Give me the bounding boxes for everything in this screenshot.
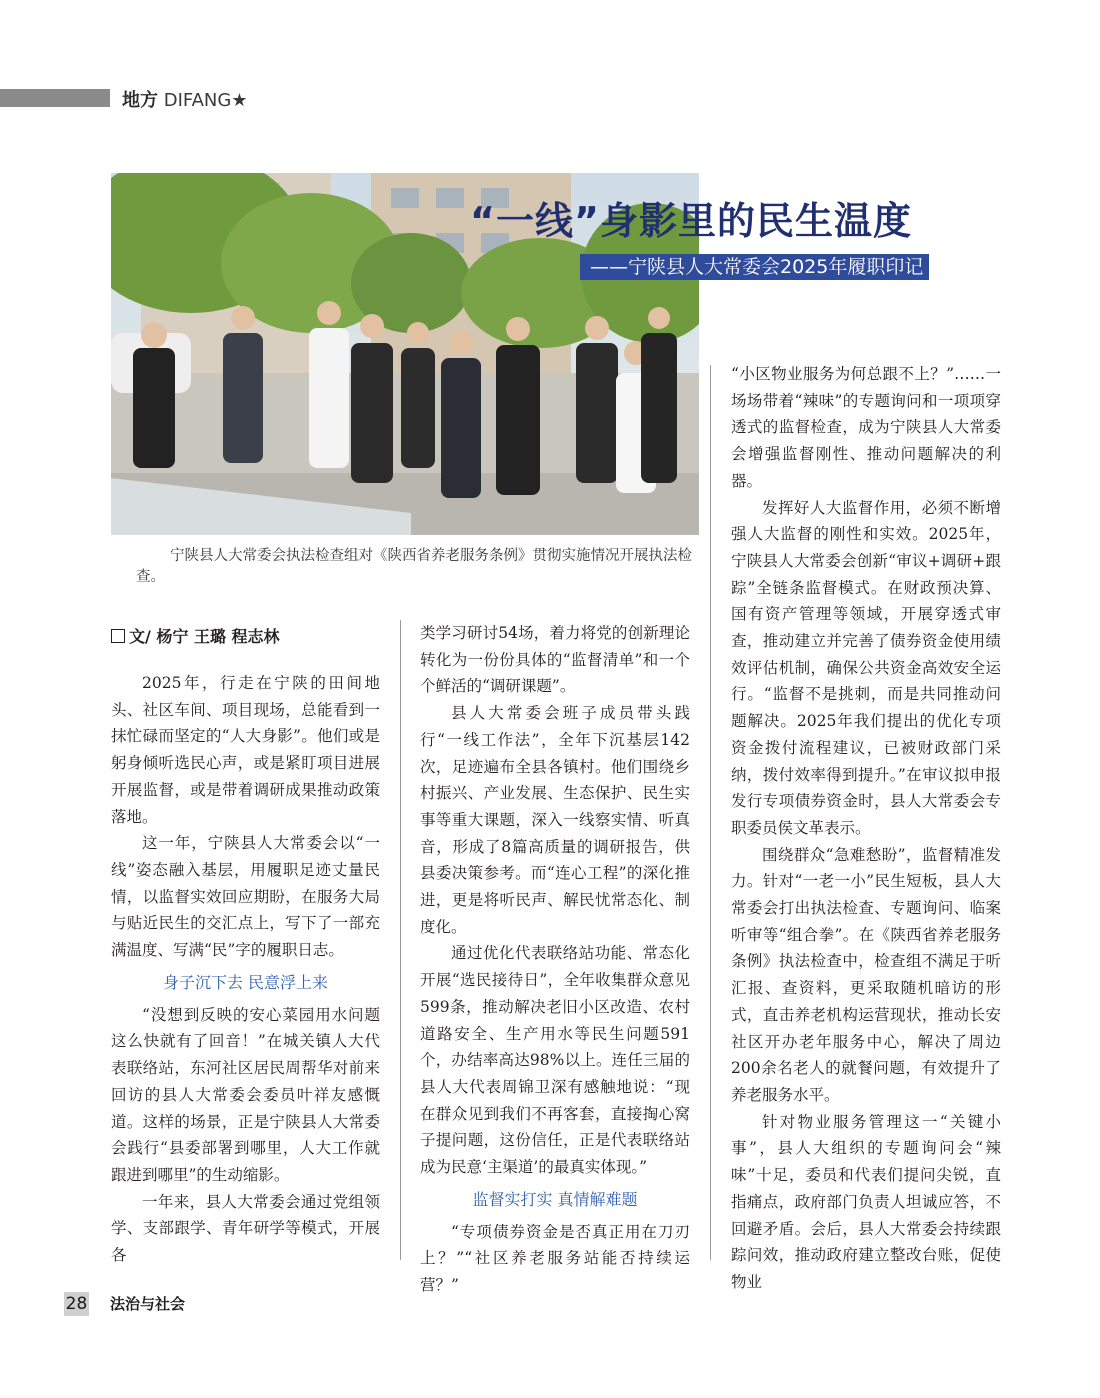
paragraph: 一年来，县人大常委会通过党组领学、支部跟学、青年研学等模式，开展各 (111, 1192, 380, 1265)
paragraph: 针对物业服务管理这一“关键小事”，县人大组织的专题询问会“辣味”十足，委员和代表们提问尖锐，直指痛点，政府部门负责人坦诚应答，不回避矛盾。会后，县人大常委会持续跟踪问效，推动政府建立整改台账，促使物业 (731, 1112, 1001, 1291)
section-subheading: 监督实打实 真情解难题 (472, 1189, 638, 1209)
photo-caption: 宁陕县人大常委会执法检查组对《陕西省养老服务条例》贯彻实施情况开展执法检查。 (136, 548, 692, 585)
paragraph: “小区物业服务为何总跟不上？”……一场场带着“辣味”的专题询问和一项项穿透式的监督检查，成为宁陕县人大常委会增强监督刚性、推动问题解决的利器。 (731, 365, 1001, 490)
article-subtitle: ——宁陕县人大常委会2025年履职印记 (580, 254, 929, 280)
paragraph: “没想到反映的安心菜园用水问题这么快就有了回音！”在城关镇人大代表联络站，东河社区居民周帮华对前来回访的县人大常委会委员叶祥友感慨道。这样的场景，正是宁陕县人大常委会践行“县委部署到哪里，人大工作就跟进到哪里”的生动缩影。 (111, 1005, 380, 1184)
section-subheading: 身子沉下去 民意浮上来 (162, 972, 329, 992)
byline-box-icon (111, 629, 125, 643)
paragraph: 这一年，宁陕县人大常委会以“一线”姿态融入基层，用履职足迹丈量民情，以监督实效回应期盼，在服务大局与贴近民生的交汇点上，写下了一部充满温度、写满“民”字的履职日志。 (111, 834, 380, 960)
paragraph: 通过优化代表联络站功能、常态化开展“选民接待日”，全年收集群众意见599条，推动解决老旧小区改造、农村道路安全、生产用水等民生问题591个，办结率高达98%以上。连任三届的县人大代表周锦卫深有感触地说：“现在群众见到我们不再客套，直接掏心窝子提问题，这份信任，正是代表联络站成为民意‘主渠道’的最真实体现。” (420, 944, 690, 1177)
article-title: “一线”身影里的民生温度 (470, 199, 912, 243)
article-column-3 (731, 361, 1001, 1296)
section-name-en: DIFANG★ (163, 90, 248, 111)
byline (111, 624, 280, 647)
header-gray-bar (0, 89, 110, 107)
page-number: 28 (65, 1294, 88, 1314)
paragraph: 县人大常委会班子成员带头践行“一线工作法”，全年下沉基层142次，足迹遍布全县各镇村。他们围绕乡村振兴、产业发展、生态保护、民生实事等重大课题，深入一线察实情、听真音，形成了8篇高质量的调研报告，供县委决策参考。而“连心工程”的深化推进，更是将听民声、解民忧常态化、制度化。 (420, 704, 690, 936)
magazine-name: 法治与社会 (110, 1295, 186, 1313)
paragraph: 围绕群众“急难愁盼”，监督精准发力。针对“一老一小”民生短板，县人大常委会打出执法检查、专题询问、临案听审等“组合拳”。在《陕西省养老服务条例》执法检查中，检查组不满足于听汇报、查资料，更采取随机暗访的形式，直击养老机构运营现状，推动长安社区开办老年服务中心，解决了周边200余名老人的就餐问题，有效提升了养老服务水平。 (731, 845, 1001, 1104)
column-divider (400, 620, 401, 1260)
section-label (122, 86, 247, 112)
article-column-2 (420, 620, 690, 1299)
paragraph: 类学习研讨54场，着力将党的创新理论转化为一份份具体的“监督清单”和一个个鲜活的“调研课题”。 (420, 624, 690, 696)
paragraph: 2025年，行走在宁陕的田间地头、社区车间、项目现场，总能看到一抹忙碌而坚定的“人大身影”。他们或是躬身倾听选民心声，或是紧盯项目进展开展监督，或是带着调研成果推动政策落地。 (111, 674, 380, 826)
column-divider (710, 365, 711, 1260)
paragraph: “专项债券资金是否真正用在刀刃上？”“社区养老服务站能否持续运营？” (420, 1222, 690, 1295)
paragraph: 发挥好人大监督作用，必须不断增强人大监督的刚性和实效。2025年，宁陕县人大常委会创新“审议+调研+跟踪”全链条监督模式。在财政预决算、国有资产管理等领域，开展穿透式审查，推动建立并完善了债券资金使用绩效评估机制，确保公共资金高效安全运行。“监督不是挑刺，而是共同推动问题解决。2025年我们提出的优化专项资金拨付流程建议，已被财政部门采纳，拨付效率得到提升。”在审议拟申报发行专项债券资金时，县人大常委会专职委员侯文革表示。 (731, 498, 1001, 837)
section-name-cn: 地方 (122, 90, 158, 111)
byline-authors: 文/ 杨宁 王璐 程志林 (129, 627, 280, 646)
article-column-1 (111, 670, 380, 1269)
